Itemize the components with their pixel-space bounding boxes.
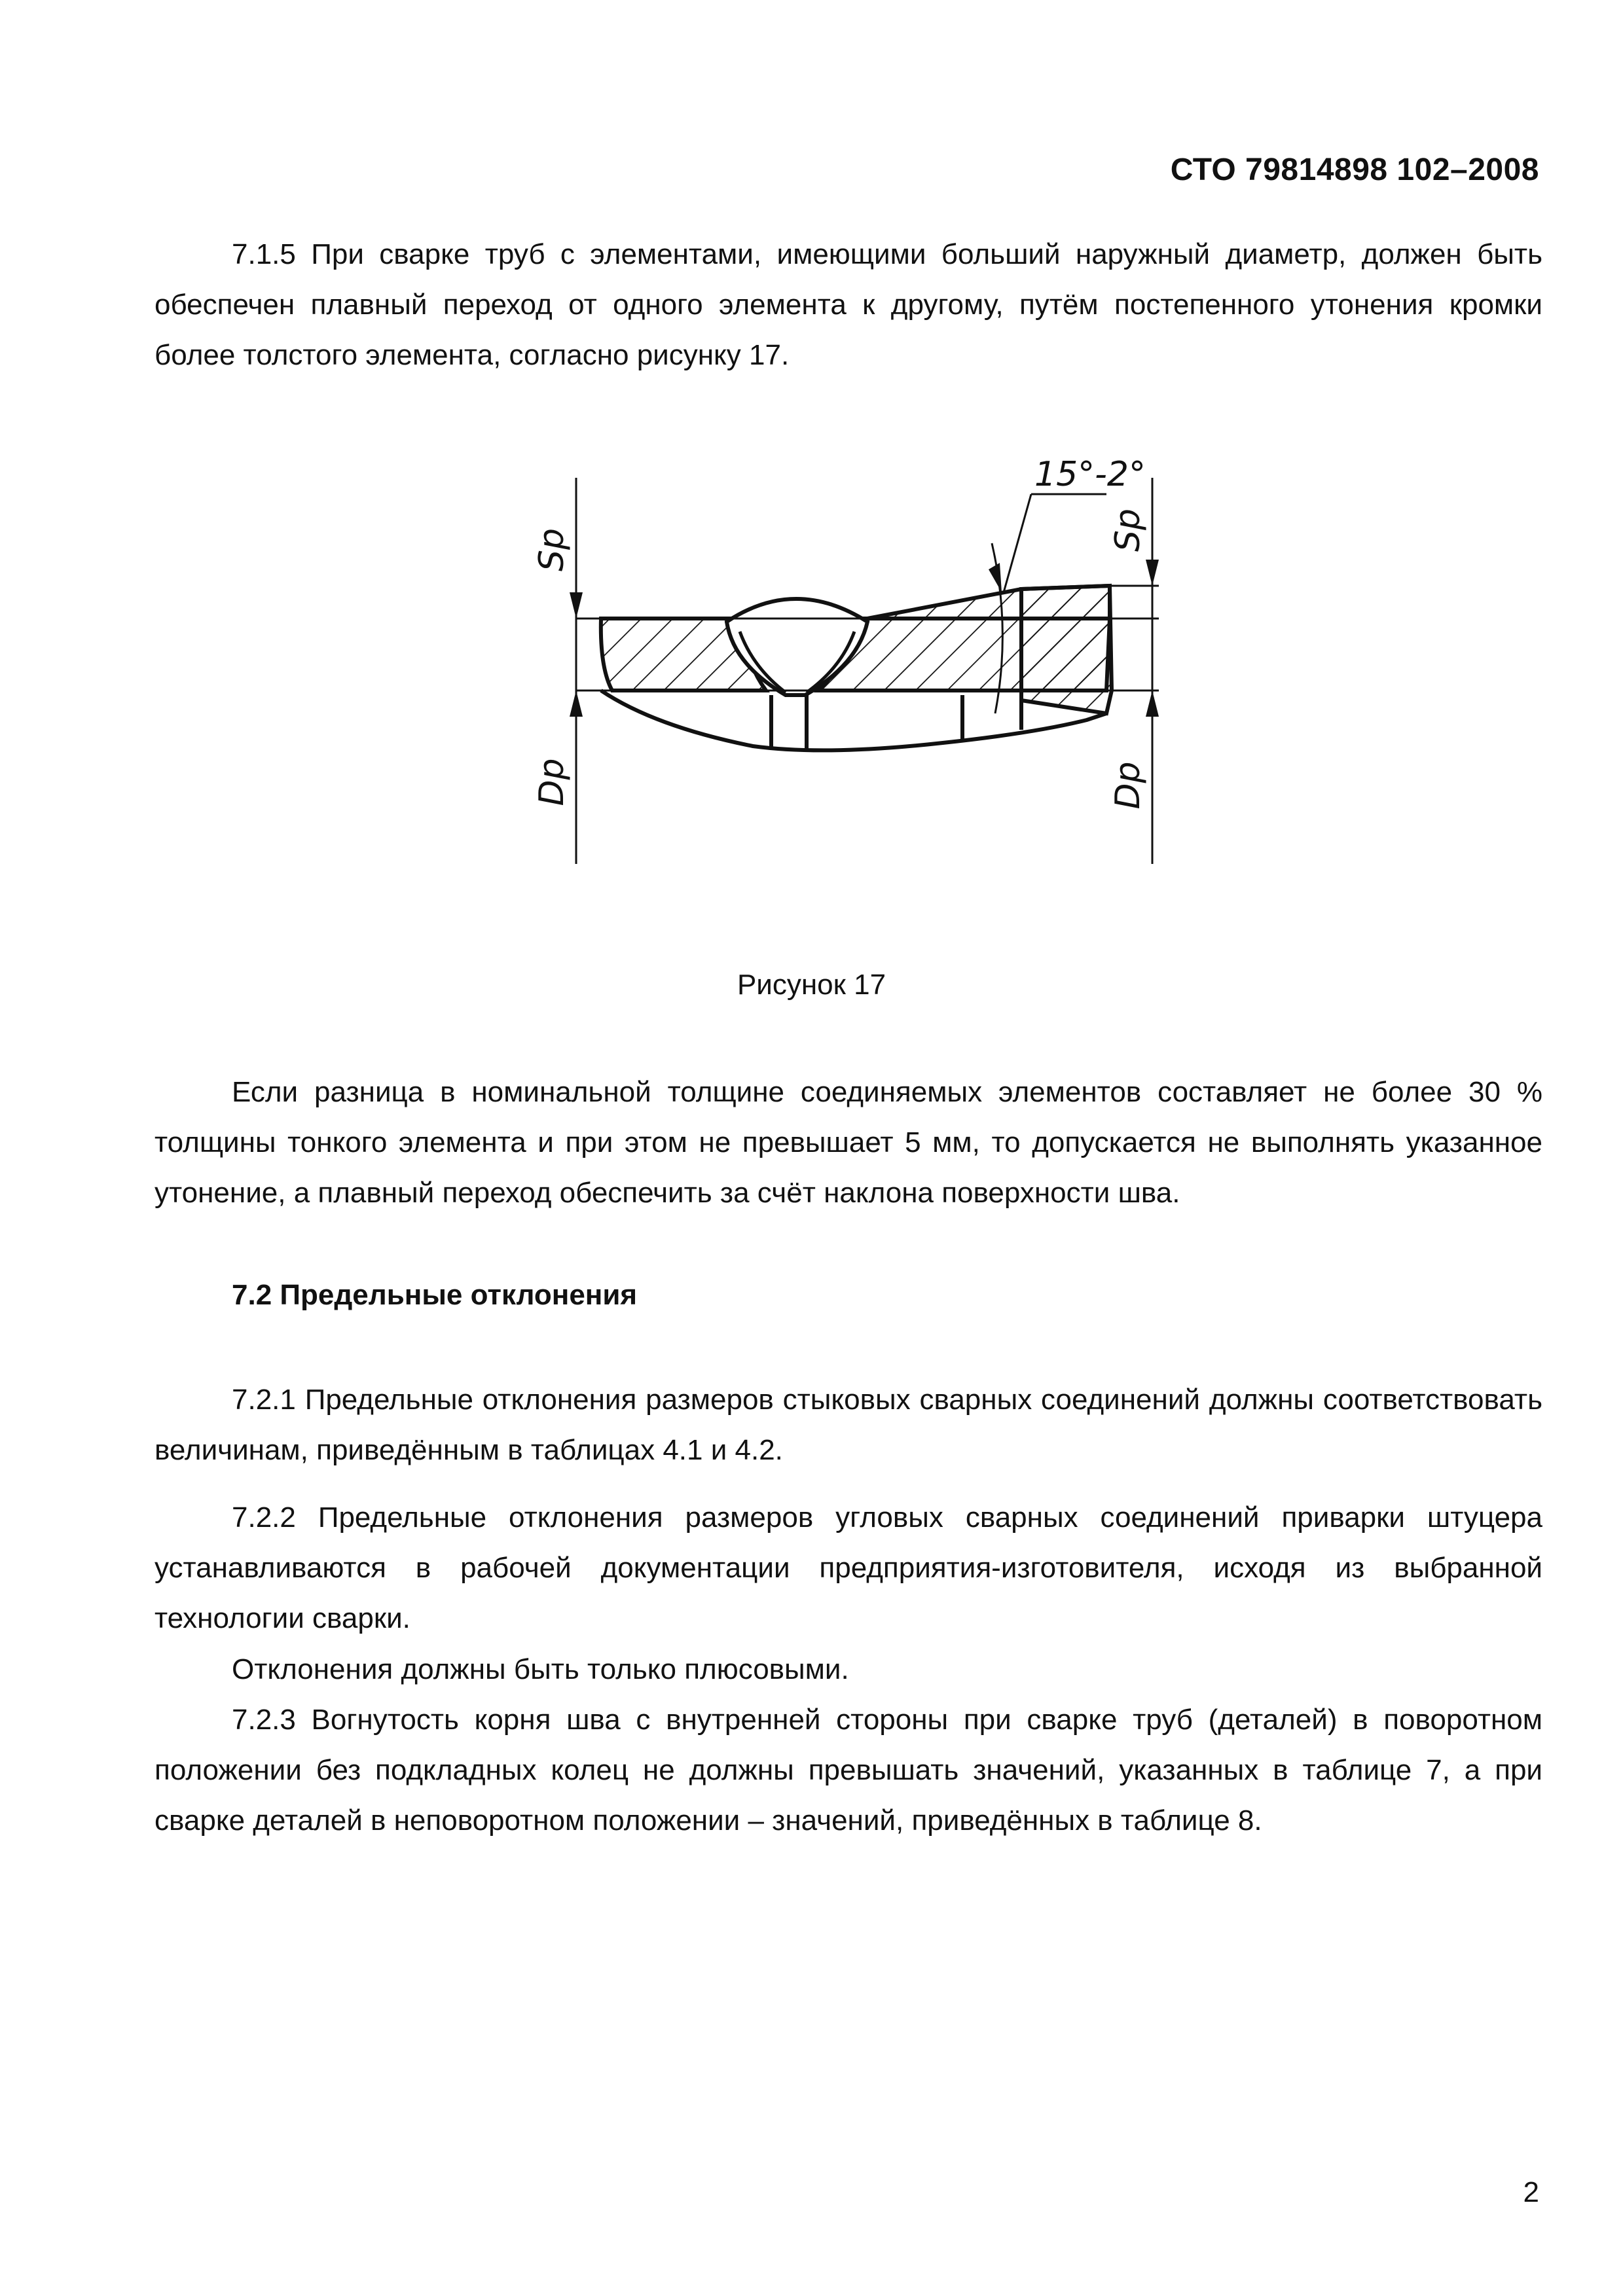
paragraph-plus-deviations: Отклонения должны быть только плюсовыми. (232, 1653, 849, 1685)
sp-right-label: Sp (1108, 508, 1148, 552)
paragraph-7-2-2: 7.2.2 Предельные отклонения размеров угловых сварных соединений приварки штуцера устанавливаются в рабочей документации предприятия-изготовителя, исходя из выбранной технологии сварки. (155, 1501, 1542, 1634)
document-code-header: СТО 79814898 102–2008 (1170, 152, 1539, 187)
paragraph-thickness-difference: Если разница в номинальной толщине соединяемых элементов составляет не более 30 % толщины тонкого элемента и при этом не превышает 5 мм, то допускается не выполнять указанное утонение, а плавный переход обеспечить за счёт наклона поверхности шва. (155, 1076, 1542, 1209)
angle-label: 15°-2° (1034, 455, 1146, 494)
right-pipe-section (818, 586, 1112, 713)
dp-left-label: Dp (532, 758, 572, 806)
dp-right-label: Dp (1108, 761, 1148, 810)
paragraph-7-1-5: 7.1.5 При сварке труб с элементами, имеющими больший наружный диаметр, должен быть обеспечен плавный переход от одного элемента к другому, путём постепенного утонения кромки более толстого элемента, согласно рисунку 17. (155, 238, 1542, 371)
paragraph-7-2-1: 7.2.1 Предельные отклонения размеров стыковых сварных соединений должны соответствовать величинам, приведённым в таблицах 4.1 и 4.2. (155, 1384, 1542, 1466)
section-heading-7-2: 7.2 Предельные отклонения (232, 1279, 638, 1311)
sp-left-label: Sp (532, 528, 572, 572)
page-number: 2 (1523, 2176, 1539, 2208)
figure-caption: Рисунок 17 (737, 969, 886, 1001)
paragraph-7-2-3: 7.2.3 Вогнутость корня шва с внутренней стороны при сварке труб (деталей) в поворотном положении без подкладных колец не должны превышать значений, указанных в таблице 7, а при сварке деталей в неповоротном положении – значений, приведённых в таблице 8. (155, 1704, 1542, 1837)
